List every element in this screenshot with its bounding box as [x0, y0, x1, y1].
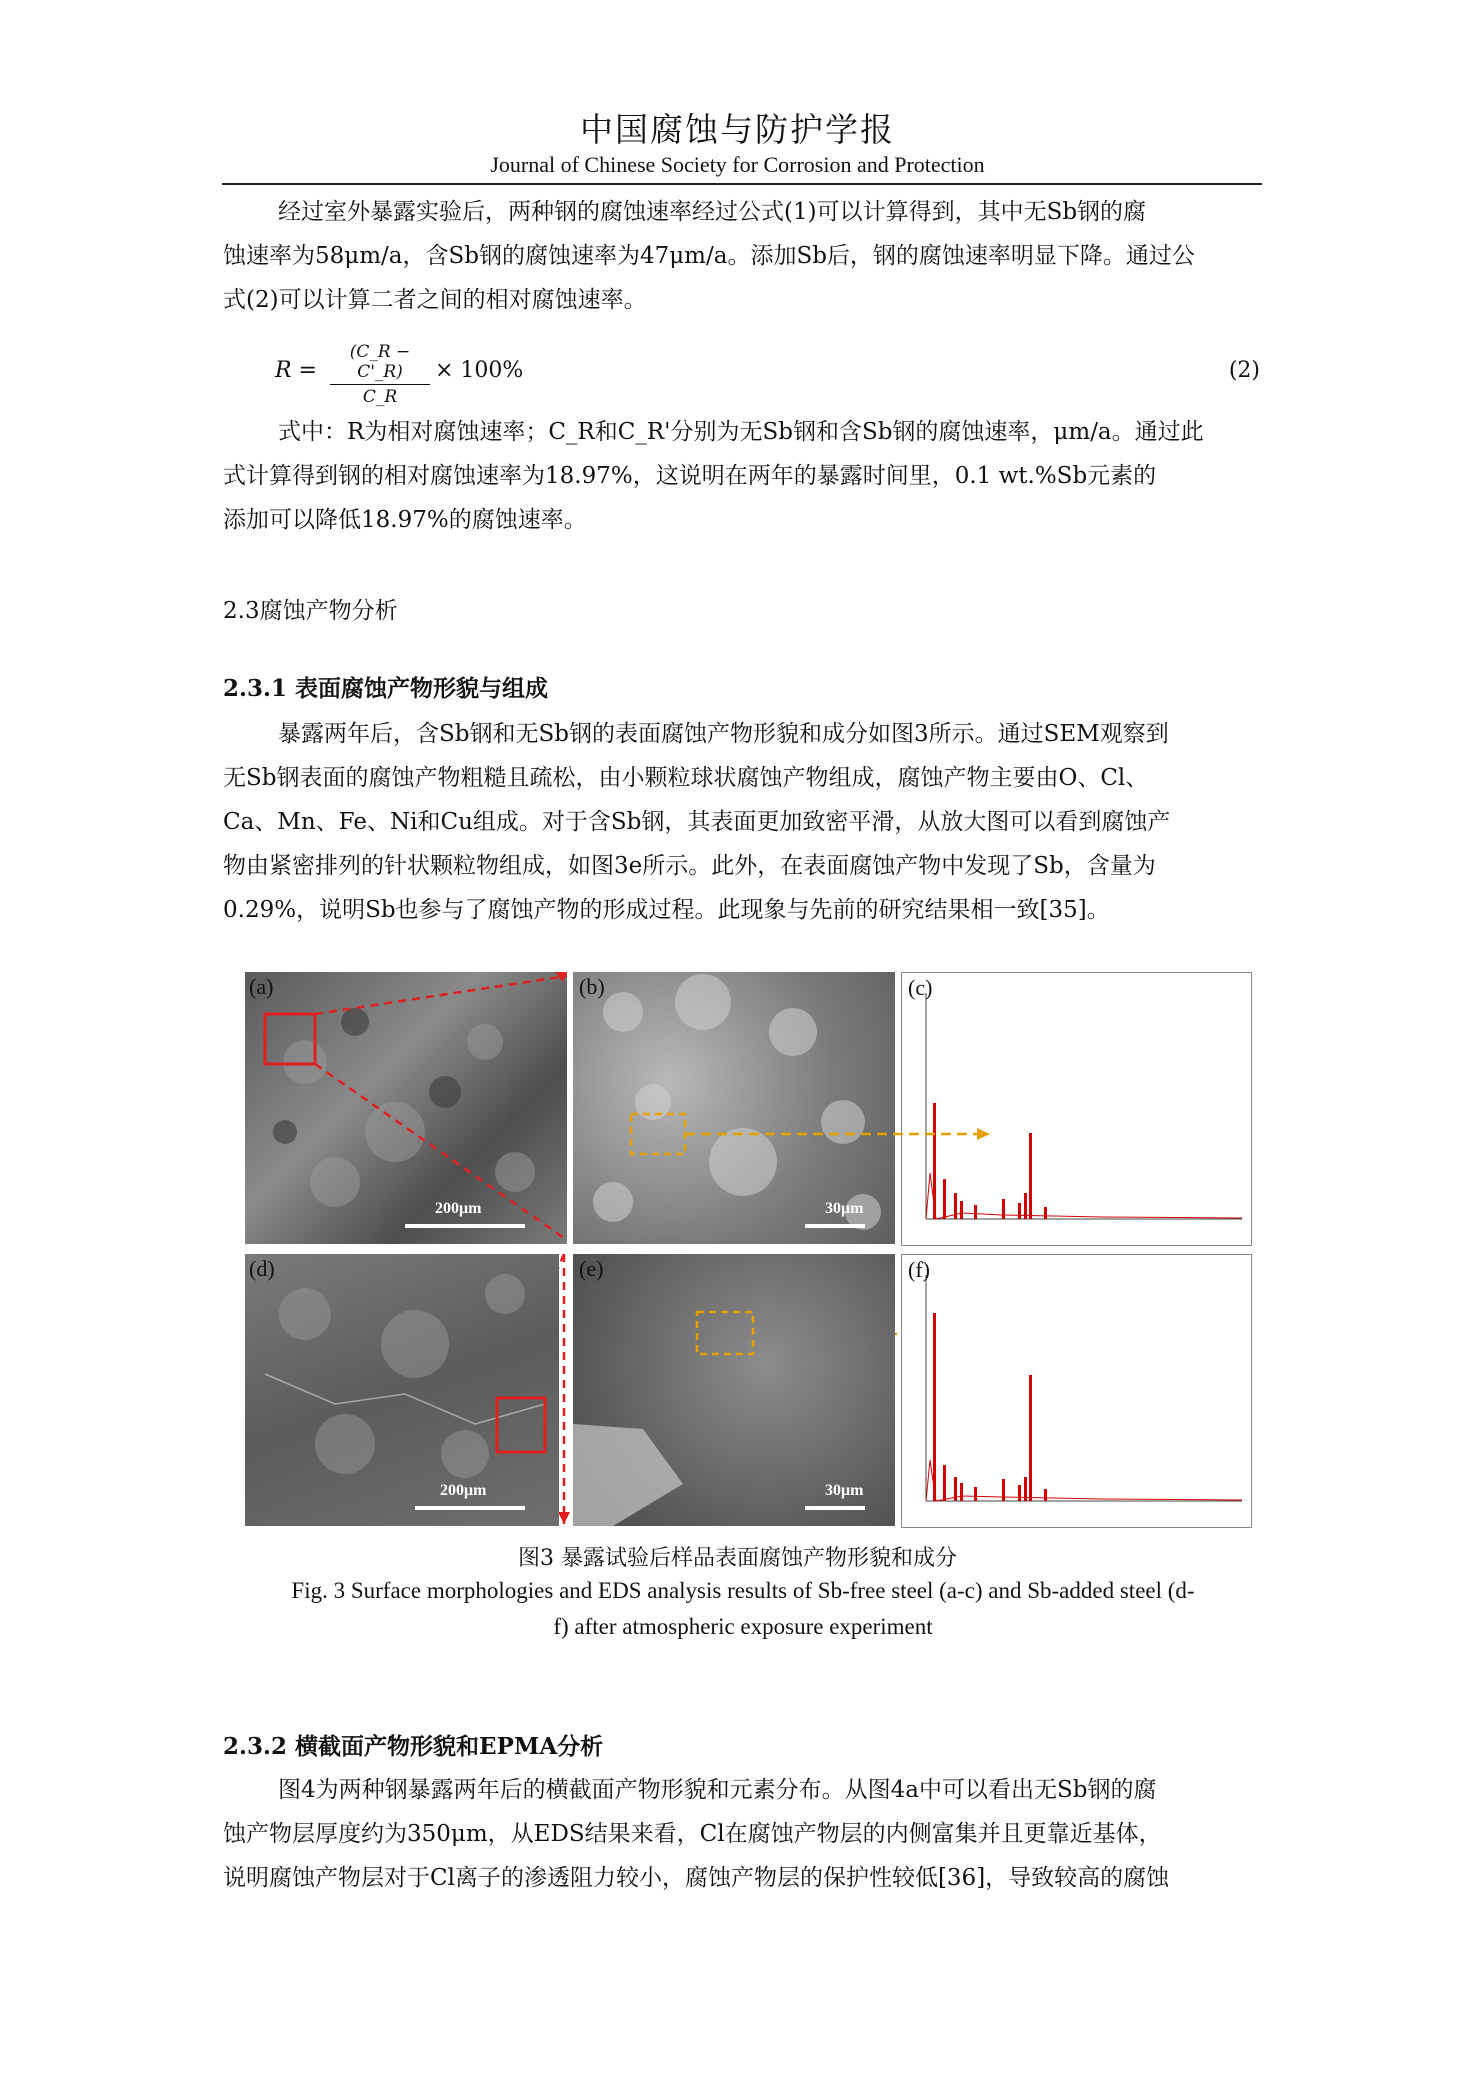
text-line: 式中：R为相对腐蚀速率；C_R和C_R'分别为无Sb钢和含Sb钢的腐蚀速率，μm/a。通过此 — [278, 419, 1204, 445]
header-rule — [222, 183, 1262, 185]
section-heading-2-3: 2.3腐蚀产物分析 — [223, 598, 398, 624]
figure-caption-cn: 图3 暴露试验后样品表面腐蚀产物形貌和成分 — [518, 1546, 957, 1571]
equation-denominator: C_R — [362, 387, 398, 407]
equation-fraction — [330, 342, 430, 407]
text-line: 物由紧密排列的针状颗粒物组成，如图3e所示。此外，在表面腐蚀产物中发现了Sb，含量为 — [223, 853, 1156, 879]
panel-label-d: (d) — [249, 1256, 275, 1281]
text-line: Ca、Mn、Fe、Ni和Cu组成。对于含Sb钢，其表面更加致密平滑，从放大图可以看到腐蚀产 — [223, 809, 1171, 835]
eds-chart-f — [902, 1255, 1251, 1527]
panel-label-f: (f) — [908, 1257, 930, 1282]
text-line: 添加可以降低18.97%的腐蚀速率。 — [223, 507, 587, 533]
panel-label-c: (c) — [908, 975, 933, 1000]
sem-image-d — [245, 1254, 559, 1526]
text-line: 经过室外暴露实验后，两种钢的腐蚀速率经过公式(1)可以计算得到，其中无Sb钢的腐 — [278, 199, 1147, 225]
panel-label-e: (e) — [579, 1256, 604, 1281]
sem-image-e — [573, 1254, 895, 1526]
text-line: 0.29%，说明Sb也参与了腐蚀产物的形成过程。此现象与先前的研究结果相一致[35]。 — [223, 897, 1110, 923]
text-line: 蚀速率为58μm/a，含Sb钢的腐蚀速率为47μm/a。添加Sb后，钢的腐蚀速率明显下降。通过公 — [223, 243, 1195, 269]
text-line: 蚀产物层厚度约为350μm，从EDS结果来看，Cl在腐蚀产物层的内侧富集并且更靠近基体， — [223, 1821, 1162, 1847]
figure-caption-en — [228, 1573, 1258, 1645]
text-line: 说明腐蚀产物层对于Cl离子的渗透阻力较小，腐蚀产物层的保护性较低[36]，导致较高的腐蚀 — [223, 1865, 1170, 1891]
equation-numerator: (C_R − C'_R) — [330, 342, 430, 385]
equation-number: (2) — [1228, 358, 1260, 383]
text-line: 式(2)可以计算二者之间的相对腐蚀速率。 — [223, 287, 647, 313]
scalebar-label-e: 30μm — [825, 1482, 864, 1499]
text-line: 式计算得到钢的相对腐蚀速率为18.97%，这说明在两年的暴露时间里，0.1 wt.%Sb元素的 — [223, 463, 1157, 489]
paragraph-4 — [223, 1768, 1258, 1900]
equation-lhs: R = — [275, 358, 317, 383]
equation-2 — [275, 342, 1260, 407]
scalebar-label-d: 200μm — [440, 1482, 487, 1499]
equation-rhs: × 100% — [435, 358, 524, 383]
paragraph-1 — [223, 190, 1258, 322]
panel-label-b: (b) — [579, 974, 605, 999]
panel-label-a: (a) — [249, 974, 274, 999]
scalebar-label-a: 200μm — [435, 1200, 482, 1217]
journal-title-cn: 中国腐蚀与防护学报 — [580, 110, 895, 149]
text-line: 图4为两种钢暴露两年后的横截面产物形貌和元素分布。从图4a中可以看出无Sb钢的腐 — [278, 1777, 1157, 1803]
paragraph-3 — [223, 712, 1258, 932]
scalebar-label-b: 30μm — [825, 1200, 864, 1217]
section-heading-2-3-2: 2.3.2 横截面产物形貌和EPMA分析 — [223, 1733, 604, 1760]
text-line: 无Sb钢表面的腐蚀产物粗糙且疏松，由小颗粒球状腐蚀产物组成，腐蚀产物主要由O、Cl、 — [223, 765, 1149, 791]
paragraph-2 — [223, 410, 1258, 542]
caption-en-line: Fig. 3 Surface morphologies and EDS analysis results of Sb-free steel (a-c) and Sb-added steel (d- — [291, 1578, 1195, 1603]
journal-title-en: Journal of Chinese Society for Corrosion and Protection — [490, 152, 985, 177]
figure-3 — [245, 972, 1250, 1526]
section-heading-2-3-1: 2.3.1 表面腐蚀产物形貌与组成 — [223, 675, 549, 702]
text-line: 暴露两年后，含Sb钢和无Sb钢的表面腐蚀产物形貌和成分如图3所示。通过SEM观察到 — [278, 721, 1169, 747]
caption-en-line: f) after atmospheric exposure experiment — [553, 1614, 933, 1639]
eds-spectrum-f — [901, 1254, 1252, 1528]
